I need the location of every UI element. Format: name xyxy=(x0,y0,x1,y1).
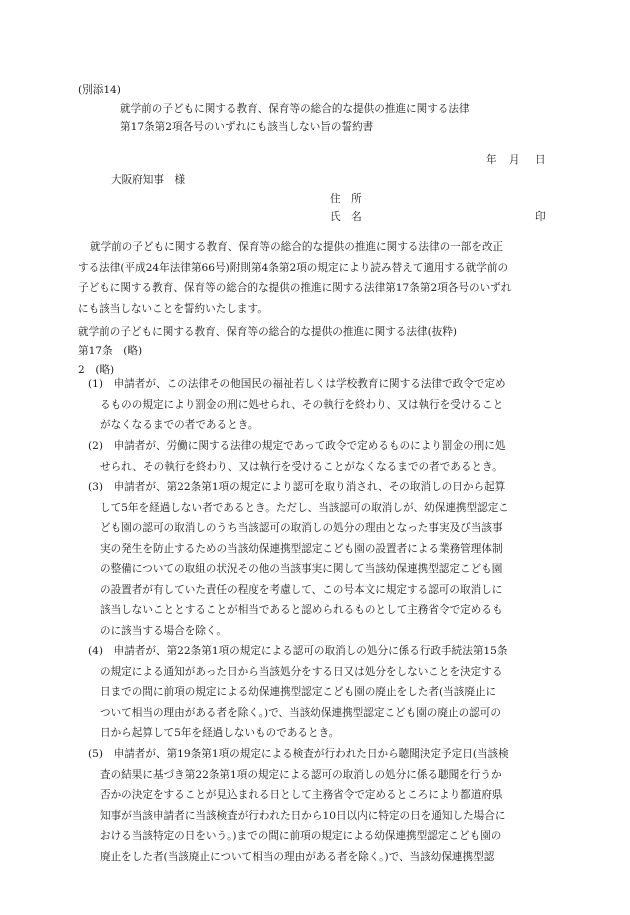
item-line: ども園の認可の取消しのうち当該認可の取消しの処分の理由となった事実及び当該事 xyxy=(100,522,503,534)
item-line: (2) 申請者が、労働に関する法律の規定であって政令で定めるものにより罰金の刑に処 xyxy=(88,440,506,452)
date-month-label: 月 xyxy=(509,154,520,166)
list-item xyxy=(88,744,509,867)
item-line: 実の発生を防止するための当該幼保連携型認定こども園の設置者による業務管理体制 xyxy=(100,542,503,555)
paragraph-2-heading: 2 (略) xyxy=(78,364,115,376)
document-title-line2: 第17条第2項各号のいずれにも該当しない旨の誓約書 xyxy=(120,121,374,133)
item-line: 廃止をした者(当該廃止について相当の理由がある者を除く。)で、当該幼保連携型認 xyxy=(100,850,495,863)
list-item xyxy=(88,641,508,744)
pledge-line: する法律(平成24年法律第66号)附則第4条第2項の規定により読み替えて適用する就学前の xyxy=(78,261,509,274)
item-line: おける当該特定の日をいう。)までの間に前項の規定による幼保連携型認定こども園の xyxy=(100,830,502,842)
list-item xyxy=(88,436,505,477)
item-line: 日までの間に前項の規定による幼保連携型認定こども園の廃止をした者(当該廃止に xyxy=(100,686,497,698)
item-line: 否かの決定をすることが見込まれる日として主務省令で定めるところにより都道府県 xyxy=(100,789,503,801)
item-line: 査の結果に基づき第22条第1項の規定による認可の取消しの処分に係る聴聞を行うか xyxy=(100,768,502,781)
address-label: 住 所 xyxy=(330,193,362,205)
item-line: の設置者が有していた責任の程度を考慮して、この号本文に規定する認可の取消しに xyxy=(100,583,503,596)
seal-mark: 印 xyxy=(535,211,546,223)
pledge-body xyxy=(78,237,511,319)
document-title-line1: 就学前の子どもに関する教育、保育等の総合的な提供の推進に関する法律 xyxy=(120,103,470,115)
addressee: 大阪府知事 様 xyxy=(111,174,186,186)
pledge-line: にも該当しないことを誓約いたします。 xyxy=(78,302,268,315)
date-day-label: 日 xyxy=(535,154,546,166)
item-line: 知事が当該申請者に当該検査が行われた日から10日以内に特定の日を通知した場合に xyxy=(100,809,506,822)
pledge-line: 子どもに関する教育、保育等の総合的な提供の推進に関する法律第17条第2項各号のいずれ xyxy=(78,282,512,294)
name-label: 氏 名 xyxy=(330,211,362,223)
item-line: (1) 申請者が、この法律その他国民の福祉若しくは学校教育に関する法律で政令で定め xyxy=(88,378,506,390)
item-line: の整備についての取組の状況その他の当該事実に関して当該幼保連携型認定こども園 xyxy=(100,563,503,575)
item-line: ついて相当の理由がある者を除く。)で、当該幼保連携型認定こども園の廃止の認可の xyxy=(100,706,501,719)
item-line: せられ、その執行を終わり、又は執行を受けることがなくなるまでの者であるとき。 xyxy=(100,460,503,473)
article-heading: 第17条 (略) xyxy=(78,345,143,357)
item-line: 該当しないこととすることが相当であると認められるものとして主務省令で定めるも xyxy=(100,604,503,616)
attachment-label: (別添14) xyxy=(78,84,121,96)
item-line: (3) 申請者が、第22条第1項の規定により認可を取り消され、その取消しの日から起算 xyxy=(88,481,506,493)
item-line: して5年を経過しない者であるとき。ただし、当該認可の取消しが、幼保連携型認定こ xyxy=(100,501,509,514)
date-year-label: 年 xyxy=(486,154,497,166)
item-line: の規定による通知があった日から当該処分をする日又は処分をしないことを決定する xyxy=(100,665,503,678)
excerpt-title: 就学前の子どもに関する教育、保育等の総合的な提供の推進に関する法律(抜粋) xyxy=(78,326,458,338)
item-line: るものの規定により罰金の刑に処せられ、その執行を終わり、又は執行を受けること xyxy=(100,398,504,411)
item-line: がなくなるまでの者であるとき。 xyxy=(100,419,259,431)
pledge-line: 就学前の子どもに関する教育、保育等の総合的な提供の推進に関する法律の一部を改正 xyxy=(90,241,504,253)
list-item xyxy=(88,477,509,641)
item-line: 日から起算して5年を経過しないものであるとき。 xyxy=(100,727,340,739)
item-line: のに該当する場合を除く。 xyxy=(100,624,227,637)
list-item xyxy=(88,374,506,436)
item-line: (4) 申請者が、第22条第1項の規定による認可の取消しの処分に係る行政手続法第15条 xyxy=(88,645,508,657)
item-line: (5) 申請者が、第19条第1項の規定による検査が行われた日から聴聞決定予定日(当該検 xyxy=(88,748,509,760)
